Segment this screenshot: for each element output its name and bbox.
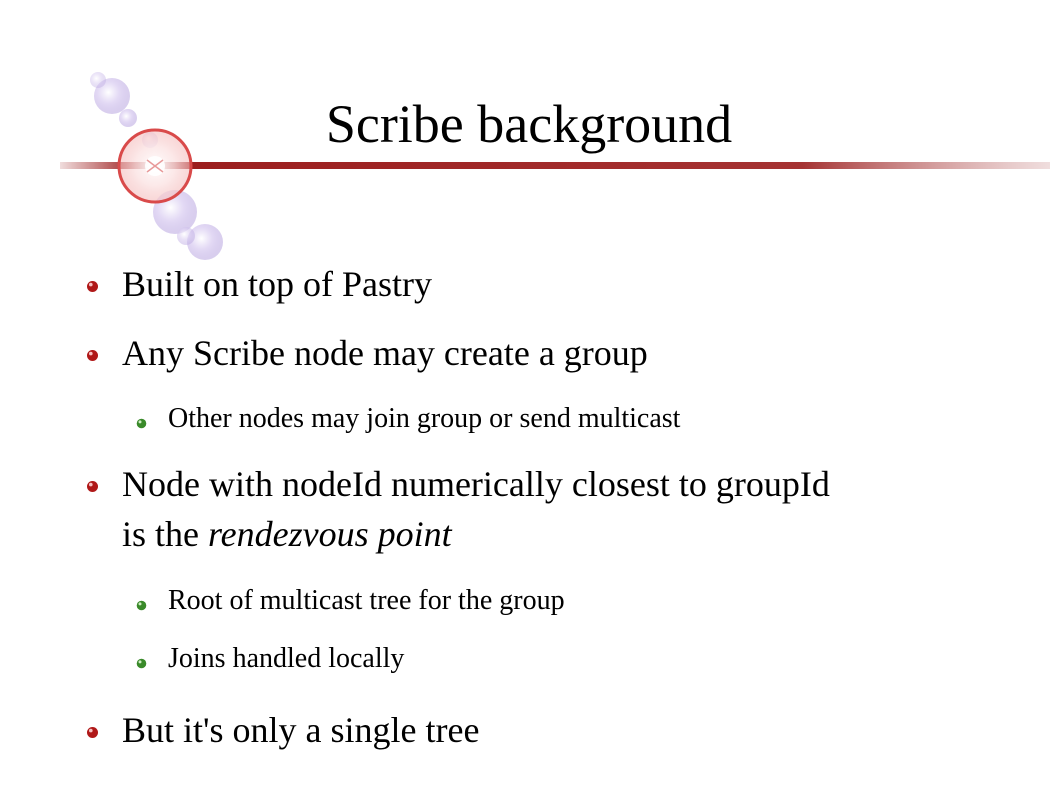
sub-bullet-item: Other nodes may join group or send multicast	[168, 403, 681, 434]
bullet-item-continuation	[122, 509, 452, 559]
green-sphere-icon	[136, 600, 147, 611]
red-sphere-icon	[86, 480, 99, 493]
red-sphere-icon	[86, 280, 99, 293]
sub-bullet-item: Root of multicast tree for the group	[168, 585, 565, 616]
sub-bullet-item: Joins handled locally	[168, 643, 405, 674]
slide-title: Scribe background	[325, 94, 733, 154]
emphasis-text: rendezvous point	[208, 514, 452, 554]
bullet-text: is the	[122, 514, 208, 554]
red-sphere-icon	[86, 349, 99, 362]
green-sphere-icon	[136, 418, 147, 429]
green-sphere-icon	[136, 658, 147, 669]
red-sphere-icon	[86, 726, 99, 739]
bullet-item: Any Scribe node may create a group	[122, 333, 648, 373]
bullet-item: But it's only a single tree	[122, 710, 480, 750]
bullet-item: Built on top of Pastry	[122, 264, 433, 304]
bullet-item: Node with nodeId numerically closest to groupId	[122, 464, 830, 504]
